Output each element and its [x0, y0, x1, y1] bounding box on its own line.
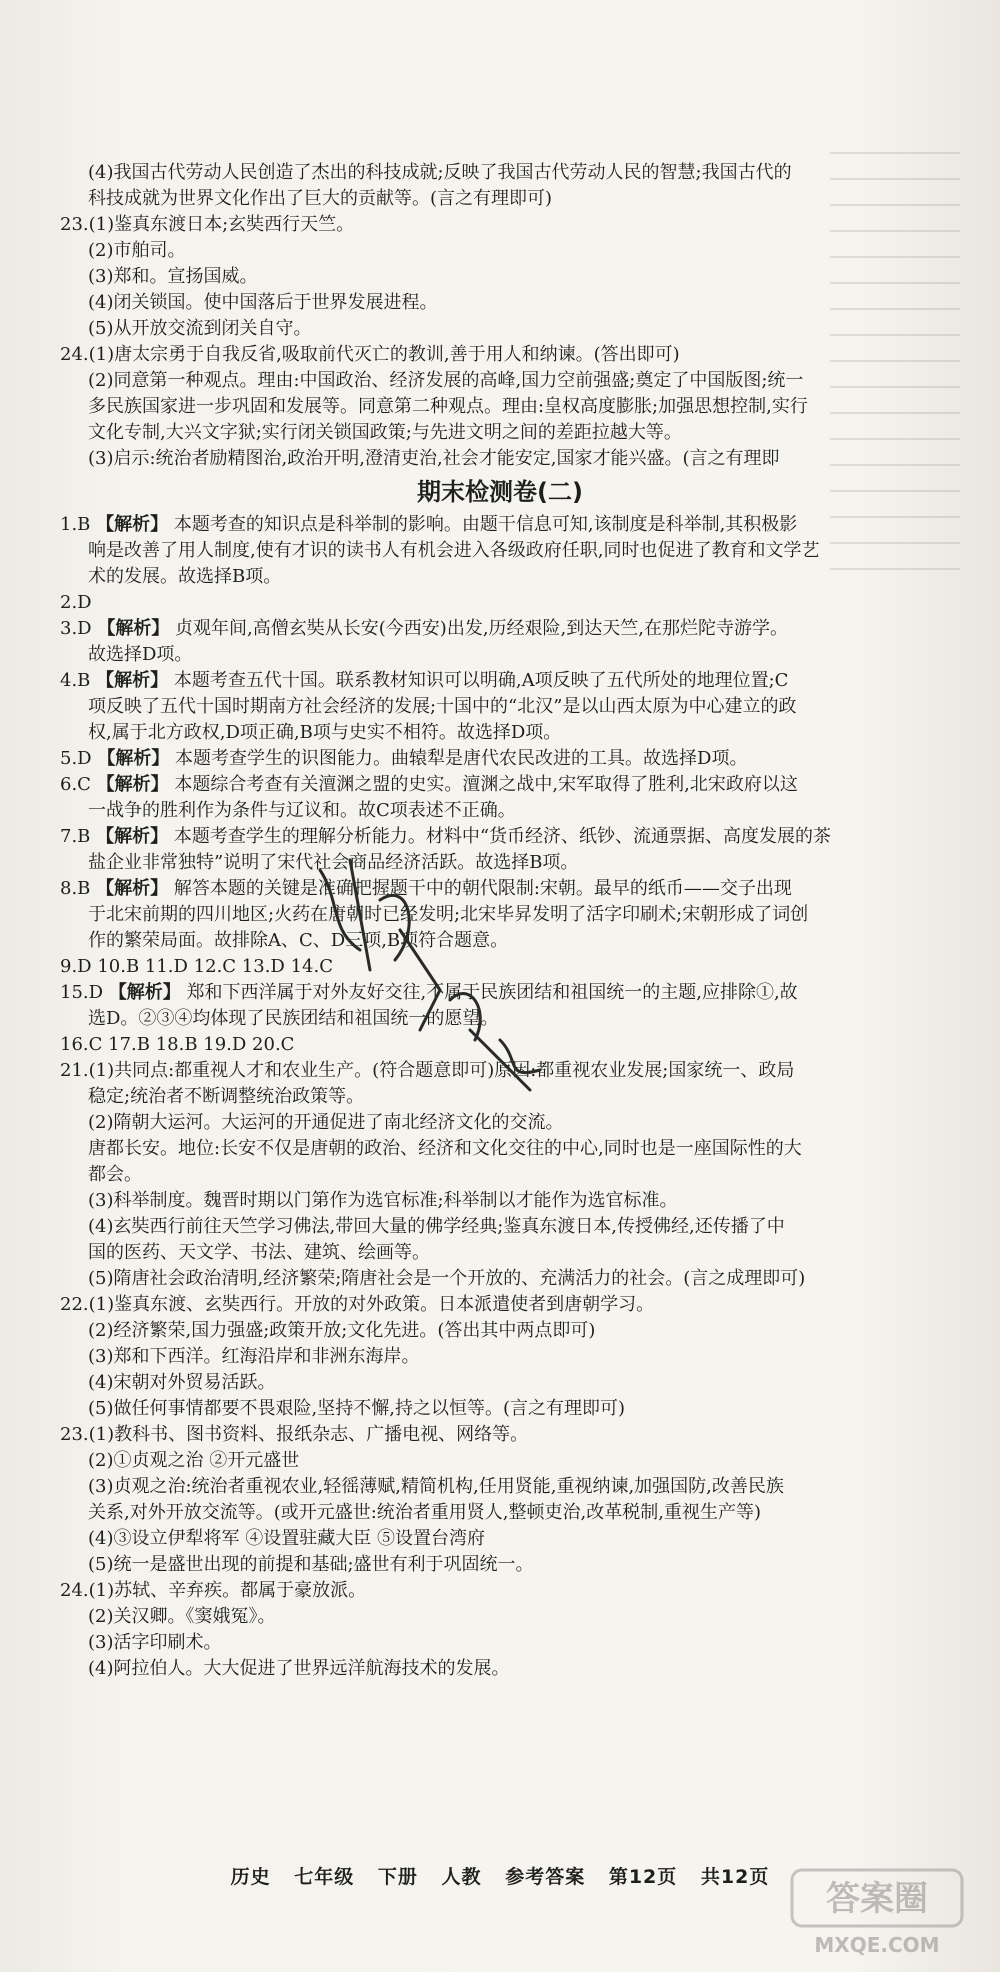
- answer-text: 文化专制,大兴文字狱;实行闭关锁国政策;与先进文明之间的差距拉越大等。: [88, 422, 682, 443]
- footer-term: 下册: [377, 1866, 418, 1888]
- answer-line: [60, 1006, 940, 1032]
- footer-edition: 人教: [441, 1866, 482, 1888]
- answer-text: 关系,对外开放交流等。(或开元盛世:统治者重用贤人,整顿吏治,改革税制,重视生产等): [88, 1502, 761, 1523]
- answer-text: (4)③设立伊犁将军 ④设置驻藏大臣 ⑤设置台湾府: [88, 1528, 485, 1549]
- answer-text: 22.(1)鉴真东渡、玄奘西行。开放的对外政策。日本派遣使者到唐朝学习。: [60, 1294, 655, 1315]
- answer-text: (2)①贞观之治 ②开元盛世: [88, 1450, 300, 1471]
- answer-text: (5)统一是盛世出现的前提和基础;盛世有利于巩固统一。: [88, 1554, 534, 1575]
- answer-line: [60, 642, 940, 668]
- answer-line: [60, 1370, 940, 1396]
- answer-text: 术的发展。故选择B项。: [88, 566, 282, 587]
- answer-line: [60, 160, 940, 186]
- answer-text: 21.(1)共同点:都重视人才和农业生产。(符合题意即可)原因:都重视农业发展;国家统一、政局: [60, 1060, 795, 1081]
- answer-text: 本题考查五代十国。联系教材知识可以明确,A项反映了五代所处的地理位置;C: [168, 670, 789, 691]
- answer-text: (3)郑和下西洋。红海沿岸和非洲东海岸。: [88, 1346, 420, 1367]
- footer-grade: 七年级: [294, 1866, 355, 1888]
- answer-text: 响是改善了用人制度,使有才识的读书人有机会进入各级政府任职,同时也促进了教育和文学艺: [88, 540, 820, 561]
- footer-type: 参考答案: [505, 1866, 586, 1888]
- answer-line: [60, 720, 940, 746]
- answer-line: [60, 1136, 940, 1162]
- answer-line: [60, 850, 940, 876]
- answer-line: [60, 1474, 940, 1500]
- answer-text: (3)活字印刷术。: [88, 1632, 222, 1653]
- answer-line: [60, 1578, 940, 1604]
- answer-text: (2)隋朝大运河。大运河的开通促进了南北经济文化的交流。: [88, 1112, 564, 1133]
- question-number: 3.D: [60, 618, 98, 639]
- question-number: 8.B: [60, 878, 97, 899]
- answer-line: [60, 1292, 940, 1318]
- answer-text: (3)启示:统治者励精图治,政治开明,澄清吏治,社会才能安定,国家才能兴盛。(言之有理即: [88, 448, 780, 469]
- answer-line: [60, 902, 940, 928]
- answer-text: 于北宋前期的四川地区;火药在唐朝时已经发明;北宋毕昇发明了活字印刷术;宋朝形成了词创: [88, 904, 809, 925]
- answer-text: 23.(1)鉴真东渡日本;玄奘西行天竺。: [60, 214, 355, 235]
- question-number: 4.B: [60, 670, 97, 691]
- answer-line: [60, 420, 940, 446]
- answer-line: [60, 590, 940, 616]
- answer-text: 作的繁荣局面。故排除A、C、D三项,B项符合题意。: [88, 930, 509, 951]
- answer-line: [60, 238, 940, 264]
- answer-line: [60, 1552, 940, 1578]
- answer-line: [60, 368, 940, 394]
- answer-text: (5)从开放交流到闭关自守。: [88, 318, 312, 339]
- answer-text: 权,属于北方政权,D项正确,B项与史实不相符。故选择D项。: [88, 722, 562, 743]
- question-number: 6.C: [60, 774, 97, 795]
- analysis-tag: 【解析】: [108, 982, 181, 1003]
- answer-line: [60, 668, 940, 694]
- answer-line: [60, 824, 940, 850]
- answer-line: [60, 1032, 940, 1058]
- answer-text: 本题考查学生的理解分析能力。材料中“货币经济、纸钞、流通票据、高度发展的茶: [168, 826, 832, 847]
- answer-text: (2)关汉卿。《窦娥冤》。: [88, 1606, 276, 1627]
- answer-text: (4)宋朝对外贸易活跃。: [88, 1372, 276, 1393]
- answer-line: [60, 1266, 940, 1292]
- analysis-tag: 【解析】: [96, 774, 169, 795]
- answer-line: [60, 694, 940, 720]
- answer-line: [60, 1162, 940, 1188]
- final-exam-answers-block: [60, 512, 940, 1682]
- answer-line: [60, 1422, 940, 1448]
- answer-text: 科技成就为世界文化作出了巨大的贡献等。(言之有理即可): [88, 188, 553, 209]
- answer-line: [60, 928, 940, 954]
- answer-line: [60, 954, 940, 980]
- answer-text: 2.D: [60, 592, 92, 613]
- answer-line: [60, 1396, 940, 1422]
- answer-line: [60, 1526, 940, 1552]
- analysis-tag: 【解析】: [96, 514, 169, 535]
- previous-answers-block: [60, 160, 940, 472]
- answer-line: [60, 394, 940, 420]
- answer-line: [60, 1110, 940, 1136]
- answer-line: [60, 1214, 940, 1240]
- answer-text: (3)科举制度。魏晋时期以门第作为选官标准;科举制以才能作为选官标准。: [88, 1190, 678, 1211]
- answer-line: [60, 1084, 940, 1110]
- answer-text: 多民族国家进一步巩固和发展等。同意第二种观点。理由:皇权高度膨胀;加强思想控制,实行: [88, 396, 808, 417]
- answer-line: [60, 1240, 940, 1266]
- answer-line: [60, 186, 940, 212]
- answer-line: [60, 798, 940, 824]
- watermark-url: MXQE.COM: [814, 1933, 940, 1957]
- answer-line: [60, 1604, 940, 1630]
- answer-line: [60, 564, 940, 590]
- answer-line: [60, 1318, 940, 1344]
- answer-text: 本题综合考查有关澶渊之盟的史实。澶渊之战中,宋军取得了胜利,北宋政府以这: [168, 774, 798, 795]
- answer-line: [60, 1656, 940, 1682]
- analysis-tag: 【解析】: [96, 878, 169, 899]
- question-number: 5.D: [60, 748, 98, 769]
- analysis-tag: 【解析】: [97, 618, 170, 639]
- footer-total: 共12页: [700, 1866, 770, 1888]
- answer-text: 故选择D项。: [88, 644, 193, 665]
- answer-line: [60, 264, 940, 290]
- answer-line: [60, 342, 940, 368]
- answer-line: [60, 446, 940, 472]
- answer-text: (3)贞观之治:统治者重视农业,轻徭薄赋,精简机构,任用贤能,重视纳谏,加强国防,改善民族: [88, 1476, 784, 1497]
- answer-text: (3)郑和。宣扬国威。: [88, 266, 258, 287]
- question-number: 7.B: [60, 826, 97, 847]
- answer-text: (5)做任何事情都要不畏艰险,坚持不懈,持之以恒等。(言之有理即可): [88, 1398, 625, 1419]
- answer-text: 23.(1)教科书、图书资料、报纸杂志、广播电视、网络等。: [60, 1424, 529, 1445]
- answer-line: [60, 1058, 940, 1084]
- answer-line: [60, 212, 940, 238]
- answer-text: (4)阿拉伯人。大大促进了世界远洋航海技术的发展。: [88, 1658, 510, 1679]
- answer-line: [60, 316, 940, 342]
- answer-text: 解答本题的关键是准确把握题干中的朝代限制:宋朝。最早的纸币——交子出现: [168, 878, 792, 899]
- answer-line: [60, 1500, 940, 1526]
- answer-line: [60, 512, 940, 538]
- answer-text: 24.(1)苏轼、辛弃疾。都属于豪放派。: [60, 1580, 367, 1601]
- analysis-tag: 【解析】: [96, 826, 169, 847]
- answer-text: 贞观年间,高僧玄奘从长安(今西安)出发,历经艰险,到达天竺,在那烂陀寺游学。: [169, 618, 788, 639]
- answer-text: (4)我国古代劳动人民创造了杰出的科技成就;反映了我国古代劳动人民的智慧;我国古代的: [88, 162, 792, 183]
- answer-line: [60, 876, 940, 902]
- answer-text: (2)同意第一种观点。理由:中国政治、经济发展的高峰,国力空前强盛;奠定了中国版图;统一: [88, 370, 804, 391]
- answer-text: 盐企业非常独特”说明了宋代社会商品经济活跃。故选择B项。: [88, 852, 579, 873]
- analysis-tag: 【解析】: [97, 748, 170, 769]
- section-title: 期末检测卷(二): [417, 478, 583, 506]
- answer-text: 本题考查学生的识图能力。曲辕犁是唐代农民改进的工具。故选择D项。: [169, 748, 748, 769]
- answer-line: [60, 538, 940, 564]
- answer-text: 24.(1)唐太宗勇于自我反省,吸取前代灭亡的教训,善于用人和纳谏。(答出即可): [60, 344, 680, 365]
- answer-text: (4)玄奘西行前往天竺学习佛法,带回大量的佛学经典;鉴真东渡日本,传授佛经,还传播了中: [88, 1216, 785, 1237]
- answer-text: 郑和下西洋属于对外友好交往,不属于民族团结和祖国统一的主题,应排除①,故: [180, 982, 798, 1003]
- answer-line: [60, 1630, 940, 1656]
- answer-text: (2)市舶司。: [88, 240, 186, 261]
- answer-text: 都会。: [88, 1164, 142, 1185]
- answer-text: 稳定;统治者不断调整统治政策等。: [88, 1086, 365, 1107]
- answer-text: 16.C 17.B 18.B 19.D 20.C: [60, 1034, 295, 1055]
- answer-line: [60, 772, 940, 798]
- answer-text: 唐都长安。地位:长安不仅是唐朝的政治、经济和文化交往的中心,同时也是一座国际性的大: [88, 1138, 802, 1159]
- answer-text: (4)闭关锁国。使中国落后于世界发展进程。: [88, 292, 438, 313]
- answer-line: [60, 290, 940, 316]
- answer-text: (5)隋唐社会政治清明,经济繁荣;隋唐社会是一个开放的、充满活力的社会。(言之成理即可): [88, 1268, 806, 1289]
- footer-subject: 历史: [230, 1866, 271, 1888]
- answer-line: [60, 746, 940, 772]
- question-number: 1.B: [60, 514, 97, 535]
- question-number: 15.D: [60, 982, 109, 1003]
- answer-text: 国的医药、天文学、书法、建筑、绘画等。: [88, 1242, 430, 1263]
- watermark-logo: [782, 1862, 972, 1962]
- answer-line: [60, 1448, 940, 1474]
- footer-page: 第12页: [608, 1866, 678, 1888]
- answer-line: [60, 1188, 940, 1214]
- answer-line: [60, 616, 940, 642]
- answer-text: 选D。②③④均体现了民族团结和祖国统一的愿望。: [88, 1008, 499, 1029]
- watermark-brand: 答案圈: [826, 1879, 928, 1919]
- answer-text: 本题考查的知识点是科举制的影响。由题干信息可知,该制度是科举制,其积极影: [168, 514, 798, 535]
- answer-text: (2)经济繁荣,国力强盛;政策开放;文化先进。(答出其中两点即可): [88, 1320, 596, 1341]
- answer-text: 一战争的胜利作为条件与辽议和。故C项表述不正确。: [88, 800, 516, 821]
- answer-text: 项反映了五代十国时期南方社会经济的发展;十国中的“北汉”是以山西太原为中心建立的政: [88, 696, 797, 717]
- analysis-tag: 【解析】: [96, 670, 169, 691]
- answer-text: 9.D 10.B 11.D 12.C 13.D 14.C: [60, 956, 333, 977]
- answer-line: [60, 1344, 940, 1370]
- answer-line: [60, 980, 940, 1006]
- answer-content: [60, 160, 940, 1682]
